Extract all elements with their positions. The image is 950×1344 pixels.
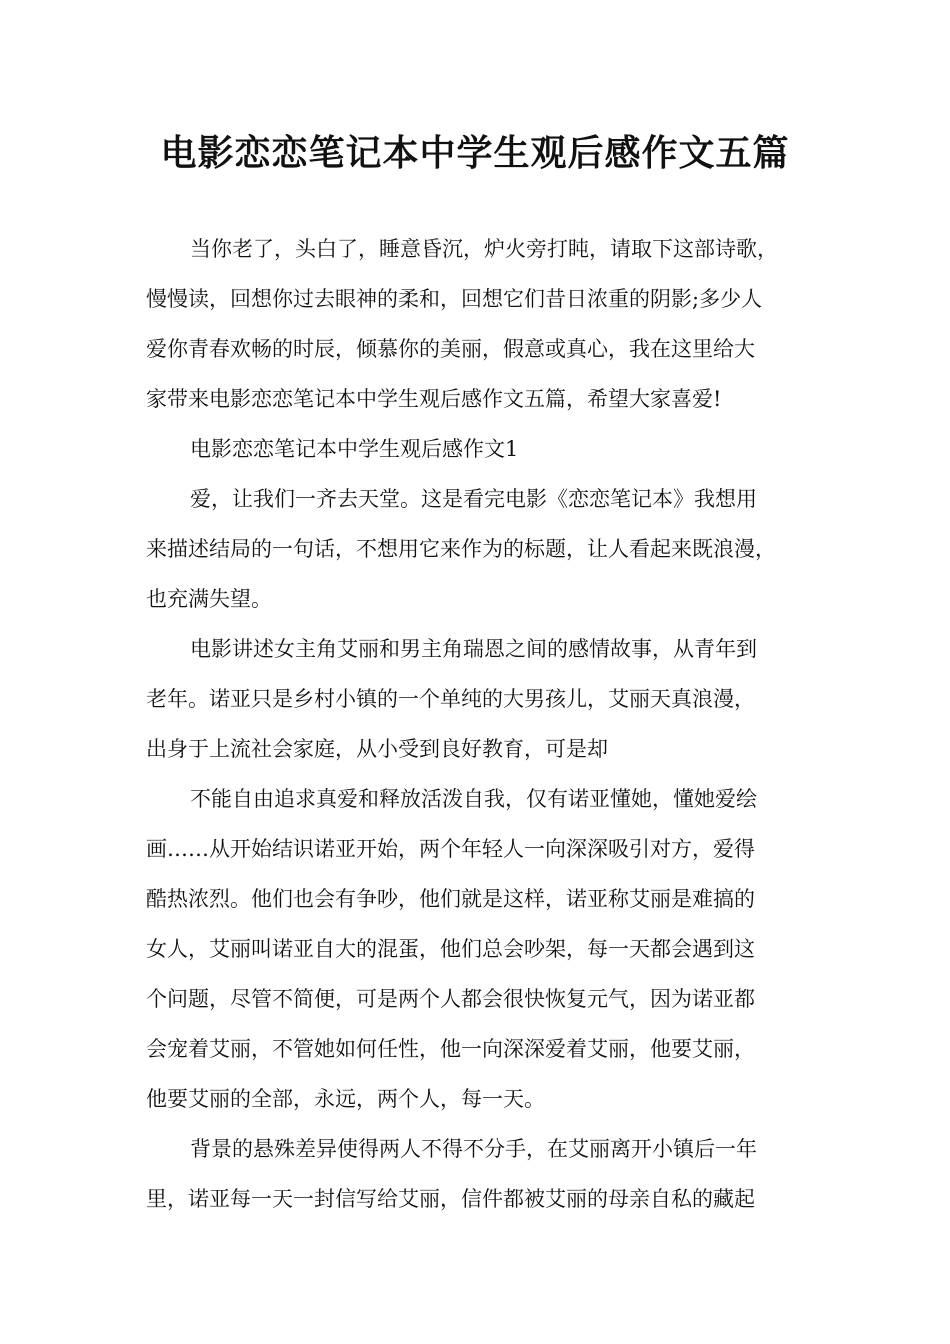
paragraph-line: 出身于上流社会家庭，从小受到良好教育，可是却: [146, 737, 608, 761]
paragraph-line: 当你老了，头白了，睡意昏沉，炉火旁打盹，请取下这部诗歌，: [190, 237, 778, 261]
paragraph-line: 也充满失望。: [146, 587, 272, 611]
paragraph-line: 画……从开始结识诺亚开始，两个年轻人一向深深吸引对方，爱得: [146, 837, 755, 861]
paragraph-line: 爱，让我们一齐去天堂。这是看完电影《恋恋笔记本》我想用: [190, 487, 757, 511]
paragraph-line: 来描述结局的一句话，不想用它来作为的标题，让人看起来既浪漫，: [146, 537, 776, 561]
section-heading: 电影恋恋笔记本中学生观后感作文1: [190, 437, 519, 461]
paragraph-line: 不能自由追求真爱和释放活泼自我，仅有诺亚懂她，懂她爱绘: [190, 787, 757, 811]
paragraph-line: 家带来电影恋恋笔记本中学生观后感作文五篇，希望大家喜爱!: [146, 387, 722, 411]
paragraph-line: 会宠着艾丽，不管她如何任性，他一向深深爱着艾丽，他要艾丽，: [146, 1037, 755, 1061]
paragraph-line: 他要艾丽的全部，永远，两个人，每一天。: [146, 1087, 545, 1111]
paragraph-line: 电影讲述女主角艾丽和男主角瑞恩之间的感情故事，从青年到: [190, 637, 757, 661]
paragraph-line: 里，诺亚每一天一封信写给艾丽，信件都被艾丽的母亲自私的藏起: [146, 1187, 755, 1211]
paragraph-line: 个问题，尽管不简便，可是两个人都会很快恢复元气，因为诺亚都: [146, 987, 755, 1011]
paragraph-line: 慢慢读，回想你过去眼神的柔和，回想它们昔日浓重的阴影;多少人: [146, 287, 763, 311]
paragraph-line: 酷热浓烈。他们也会有争吵，他们就是这样，诺亚称艾丽是难搞的: [146, 887, 755, 911]
paragraph-line: 女人，艾丽叫诺亚自大的混蛋，他们总会吵架，每一天都会遇到这: [146, 937, 755, 961]
paragraph-line: 老年。诺亚只是乡村小镇的一个单纯的大男孩儿，艾丽天真浪漫，: [146, 687, 755, 711]
paragraph-line: 爱你青春欢畅的时辰，倾慕你的美丽，假意或真心，我在这里给大: [146, 337, 755, 361]
document-title: 电影恋恋笔记本中学生观后感作文五篇: [160, 133, 790, 174]
paragraph-line: 背景的悬殊差异使得两人不得不分手，在艾丽离开小镇后一年: [190, 1137, 757, 1161]
